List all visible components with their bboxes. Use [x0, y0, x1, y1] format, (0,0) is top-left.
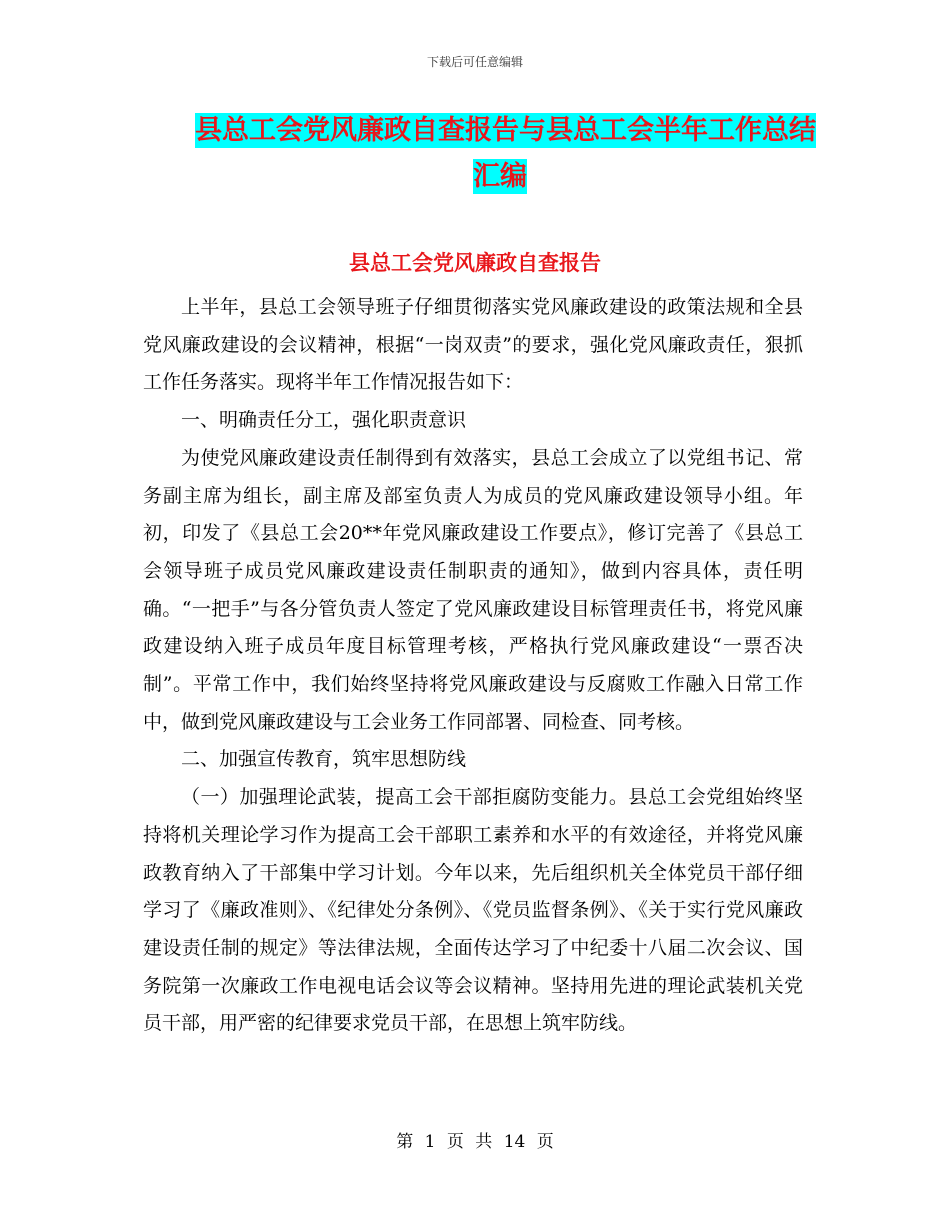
section-title: 县总工会党风廉政自查报告	[349, 251, 601, 275]
paragraph-intro: 上半年，县总工会领导班子仔细贯彻落实党风廉政建设的政策法规和全县党风廉政建设的会议精神，根据“一岗双责”的要求，强化党风廉政责任，狠抓工作任务落实。现将半年工作情况报告如下：	[143, 296, 803, 394]
page-header-note: 下载后可任意编辑	[426, 55, 523, 69]
document-body	[143, 289, 803, 1043]
heading-section-2: 二、加强宣传教育，筑牢思想防线	[181, 748, 467, 771]
document-title-line-1: 县总工会党风廉政自查报告与县总工会半年工作总结	[195, 115, 816, 146]
document-title	[195, 108, 816, 200]
paragraph-responsibility: 为使党风廉政建设责任制得到有效落实，县总工会成立了以党组书记、常务副主席为组长，副主席及部室负责人为成员的党风廉政建设领导小组。年初，印发了《县总工会20**年党风廉政建设工作要点》，修订完善了《县总工会领导班子成员党风廉政建设责任制职责的通知》，做到内容具体，责任明确。“一把手”与各分管负责人签定了党风廉政建设目标管理责任书，将党风廉政建设纳入班子成员年度目标管理考核，严格执行党风廉政建设“一票否决制”。平常工作中，我们始终坚持将党风廉政建设与反腐败工作融入日常工作中，做到党风廉政建设与工会业务工作同部署、同检查、同考核。	[143, 446, 803, 733]
document-title-line-2: 汇编	[473, 161, 527, 192]
paragraph-education: （一）加强理论武装，提高工会干部拒腐防变能力。县总工会党组始终坚持将机关理论学习作为提高工会干部职工素养和水平的有效途径，并将党风廉政教育纳入了干部集中学习计划。今年以来，先后组织机关全体党员干部仔细学习了《廉政准则》、《纪律处分条例》、《党员监督条例》、《关于实行党风廉政建设责任制的规定》等法律法规，全面传达学习了中纪委十八届二次会议、国务院第一次廉政工作电视电话会议等会议精神。坚持用先进的理论武装机关党员干部，用严密的纪律要求党员干部，在思想上筑牢防线。	[143, 786, 803, 1035]
page-footer: 第 1 页 共 14 页	[396, 1132, 554, 1152]
heading-section-1: 一、明确责任分工，强化职责意识	[181, 409, 467, 432]
